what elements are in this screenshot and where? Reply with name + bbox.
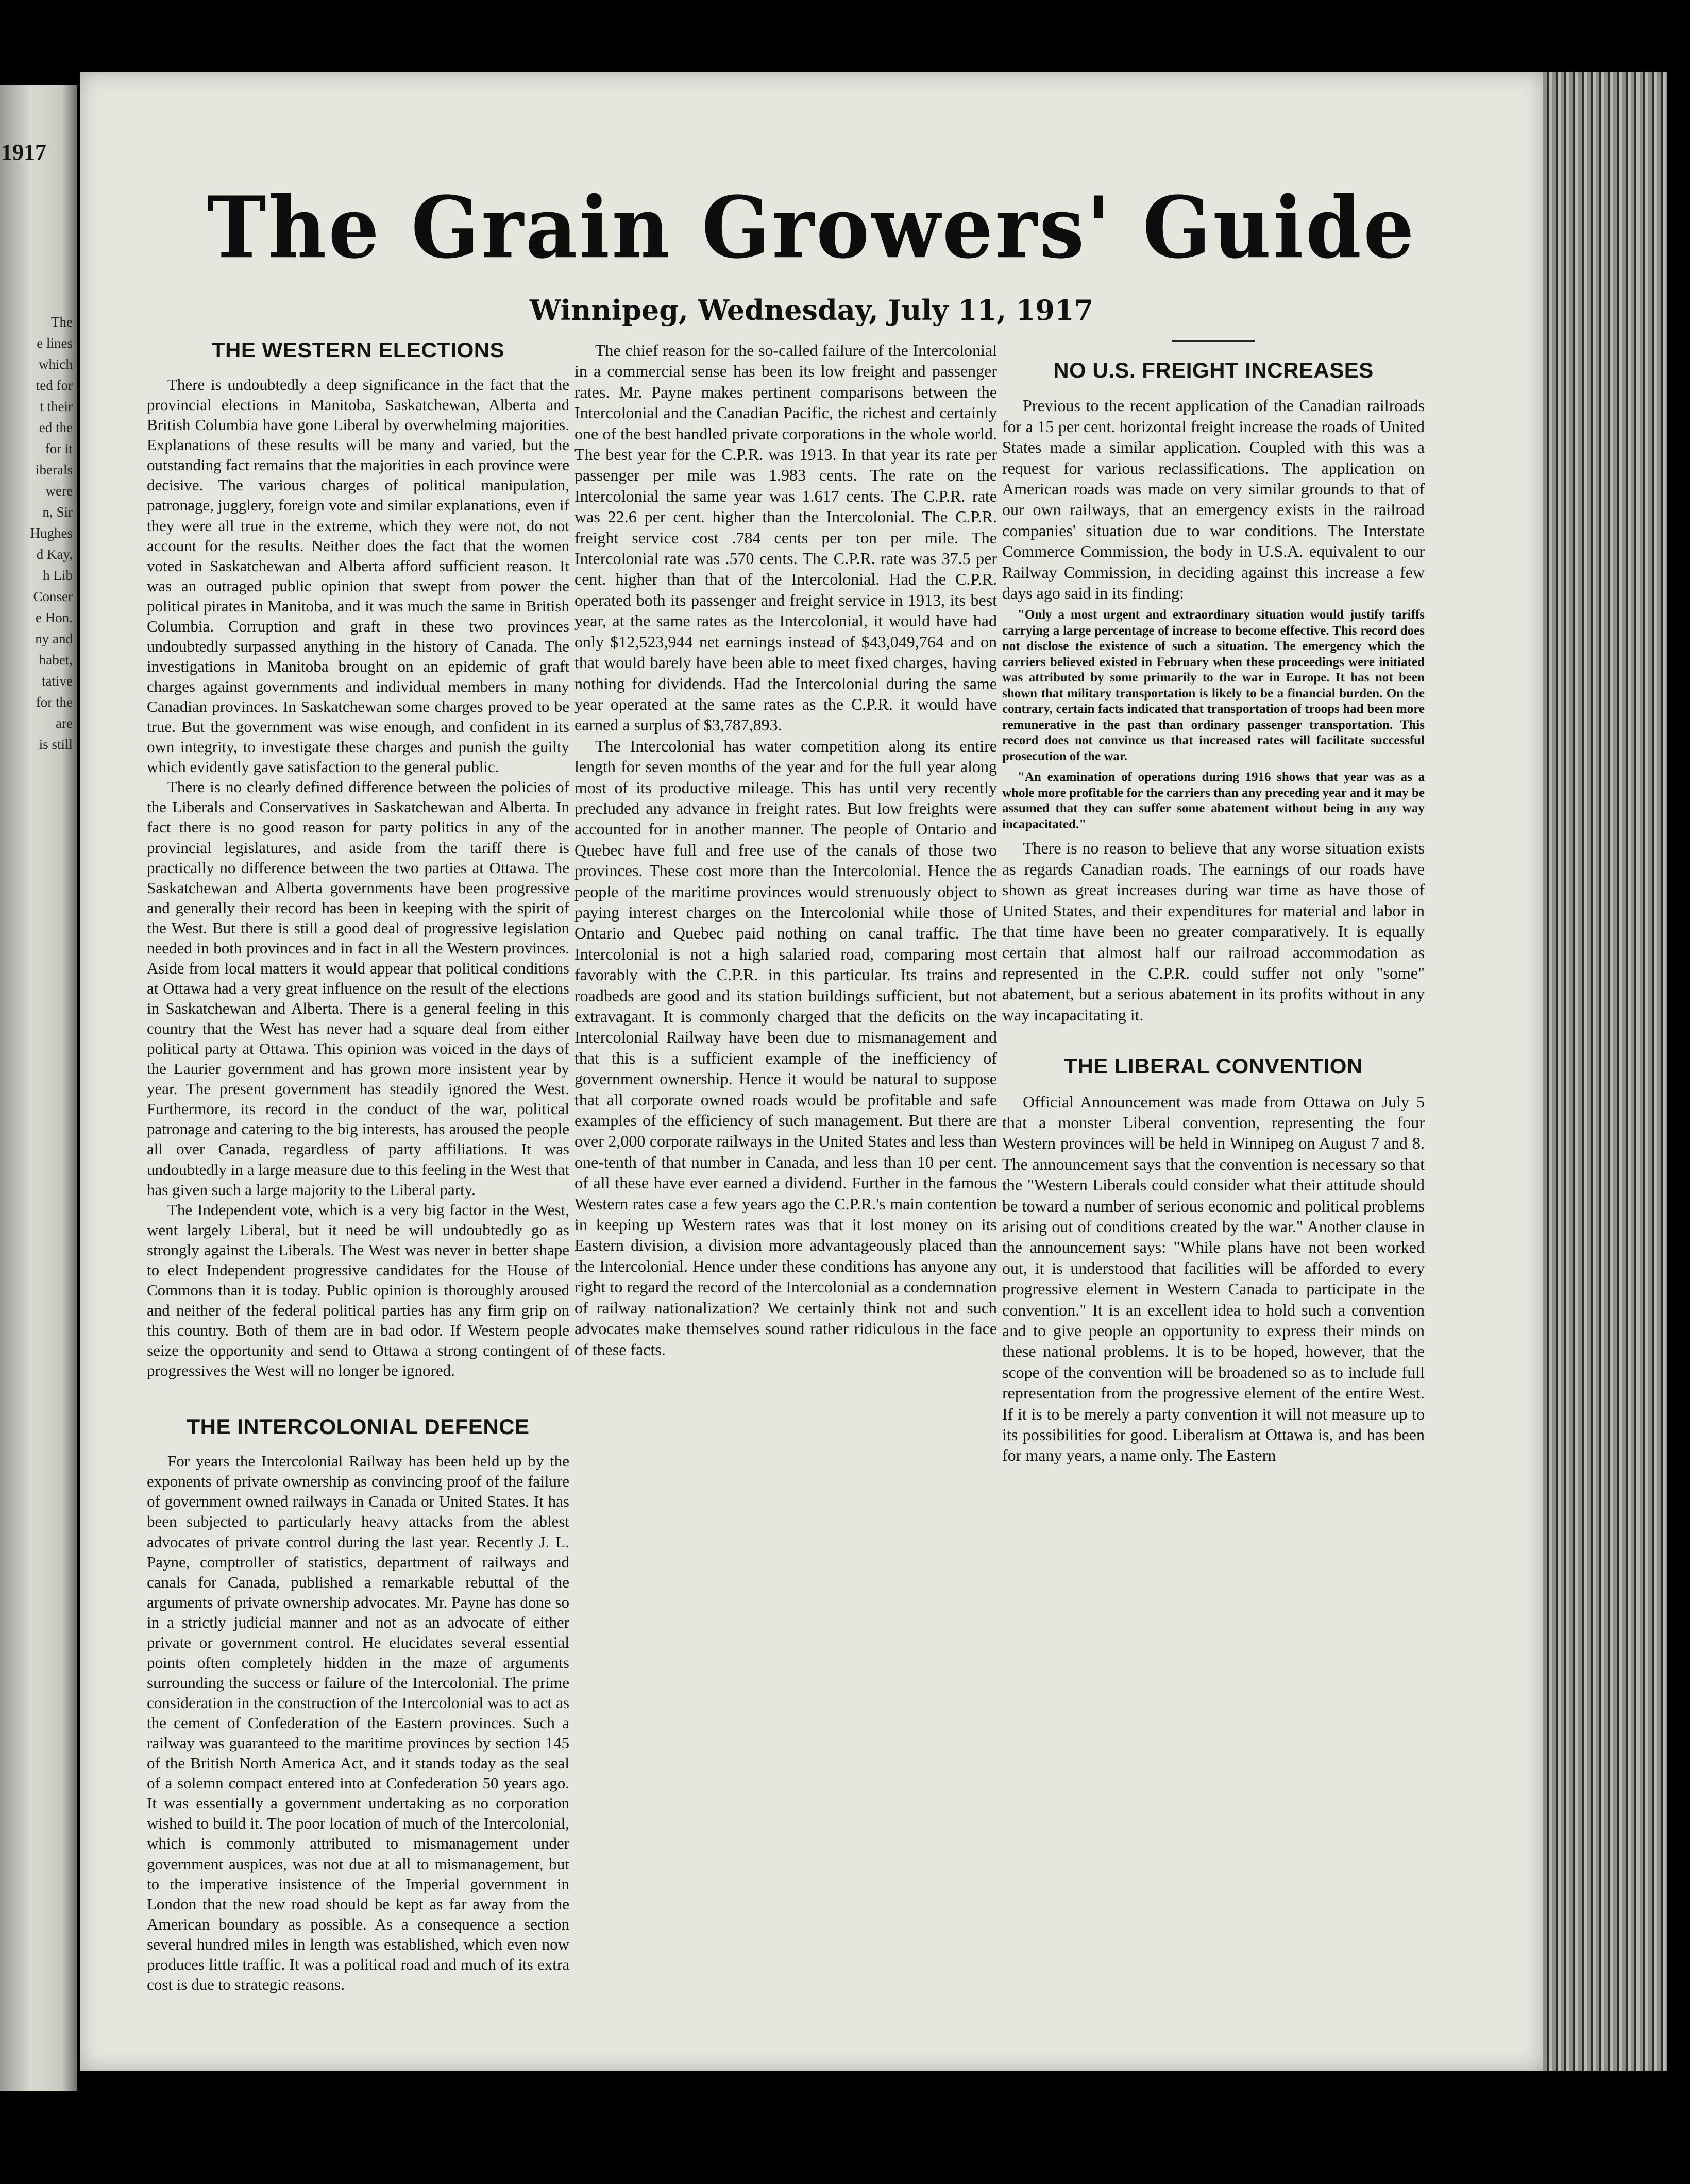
adjacent-page-fragment: t their xyxy=(40,399,73,414)
book-page-edges xyxy=(1543,72,1667,2071)
article-paragraph: The Independent vote, which is a very big factor in the West, went largely Liberal, but it need be will undoubtedly go as strongly against the Liberals. The West was never in better shape to elect Independent progressive candidates for the House of Commons than it is today. Public opinion is thoroughly aroused and neither of the federal political parties has any firm grip on this country. Both of them are in bad odor. If Western people seize the opportunity and send to Ottawa a strong contingent of progressives the West will no longer be ignored. xyxy=(147,1200,569,1380)
column-3 xyxy=(1002,340,1425,1466)
dateline: Winnipeg, Wednesday, July 11, 1917 xyxy=(529,294,1094,327)
adjacent-page-fragment: are xyxy=(56,715,73,731)
adjacent-page-fragment: were xyxy=(45,483,73,499)
adjacent-page-fragment: The xyxy=(51,314,73,330)
adjacent-page-fragment: e lines xyxy=(37,335,73,351)
article-paragraph: There is no clearly defined difference between the policies of the Liberals and Conservatives in Saskatchewan and Alberta. In fact there is no good reason for party politics in any of the provincial legislatures, and aside from the tariff there is practically no difference between the two parties at Ottawa. The Saskatchewan and Alberta governments have been progressive and generally their record has been in keeping with the spirit of the West. But there is still a good deal of progressive legislation needed in both provinces and in fact in all the Western provinces. Aside from local matters it would appear that political conditions at Ottawa had a very great influence on the result of the elections in Saskatchewan and Alberta. There is a general feeling in this country that the West has never had a square deal from either political party at Ottawa. This opinion was voiced in the days of the Laurier government and has grown more insistent year by year. The present government has steadily ignored the West. Furthermore, its record in the conduct of the war, political patronage and catering to the big interests, has aroused the people all over Canada, regardless of party affiliations. It was undoubtedly in a large measure due to this feeling in the West that has given such a large majority to the Liberal party. xyxy=(147,778,569,1199)
headline-liberal-convention: THE LIBERAL CONVENTION xyxy=(1064,1054,1363,1079)
adjacent-page-fragment: iberals xyxy=(36,462,73,477)
adjacent-page-year: 1917 xyxy=(1,140,46,165)
adjacent-page-fragment: tative xyxy=(42,673,73,689)
adjacent-page-fragment: n, Sir xyxy=(42,504,73,520)
block-quote: "Only a most urgent and extraordinary situation would justify tariffs carrying a large percentage of increase to become effective. This record does not disclose the existence of such a situation. The emergency which the carriers believed existed in February when these proceedings were initiated was attributed by some primarily to the war in Europe. It has not been shown that military transportation is likely to be a financial burden. On the contrary, certain facts indicated that transportation of troops had been more remunerative in the past than ordinary passenger transportation. This record does not convince us that increased rates will facilitate successful prosecution of the war. xyxy=(1002,608,1425,763)
adjacent-page-fragment: ny and xyxy=(35,631,73,646)
adjacent-page-fragment: for it xyxy=(45,441,73,456)
adjacent-page-fragment: which xyxy=(39,356,73,372)
adjacent-page-fragment: for the xyxy=(36,694,73,710)
adjacent-page-fragment: d Kay, xyxy=(36,547,73,562)
adjacent-page-fragment: h Lib xyxy=(43,568,73,583)
article-paragraph: The Intercolonial has water competition along its entire length for seven months of the year and for the full year along most of its productive mileage. This has until very recently precluded any advance in freight rates. But low freights were accounted for in another manner. The people of Ontario and Quebec have full and free use of the canals of those two provinces. These cost more than the Intercolonial. Hence the people of the maritime provinces would strenuously object to paying interest charges on the Intercolonial while those of Ontario and Quebec paid nothing on canal traffic. The Intercolonial is not a high salaried road, comparing most favorably with the C.P.R. in this particular. Its trains and roadbeds are good and its station buildings sufficient, but not extravagant. It is commonly charged that the deficits on the Intercolonial Railway have been due to mismanagement and that this is a sufficient example of the inefficiency of government ownership. Hence it would be natural to suppose that all corporate owned roads would be profitable and safe examples of the efficiency of such management. But there are over 2,000 corporate railways in the United States and less than one-tenth of that number in Canada, and less than 10 per cent. of all these have ever earned a dividend. Further in the famous Western rates case a few years ago the C.P.R.'s main contention in keeping up Western rates was that it lost money on its Eastern division, a division more advantageously placed than the Intercolonial. Hence under these conditions has anyone any right to regard the record of the Intercolonial as a condemnation of railway nationalization? We certainly think not and such advocates make themselves sound rather ridiculous in the face of these facts. xyxy=(574,736,997,1359)
column-2 xyxy=(574,340,997,1360)
headline-western-elections: THE WESTERN ELECTIONS xyxy=(211,338,505,362)
adjacent-page-fragment: ed the xyxy=(39,420,73,435)
headline-no-us-freight-increases: NO U.S. FREIGHT INCREASES xyxy=(1053,358,1374,382)
block-quote: "An examination of operations during 1916 shows that year was as a whole more profitable for the carriers than any preceding year and it may be assumed that they can suffer some abatement without being in any way incapacitated." xyxy=(1002,770,1425,831)
adjacent-page-strip xyxy=(0,85,77,2091)
adjacent-page-fragment: Conser xyxy=(33,589,73,604)
masthead-title: The Grain Growers' Guide xyxy=(207,177,1416,278)
article-paragraph: Previous to the recent application of the Canadian railroads for a 15 per cent. horizontal freight increase the roads of United States made a similar application. Coupled with this was a request for various reclassifications. The application on American roads was made on very similar grounds to that of our own railways, that an emergency exists in the railroad companies' situation due to war conditions. The Interstate Commerce Commission, the body in U.S.A. equivalent to our Railway Commission, in deciding against this increase a few days ago said in its finding: xyxy=(1002,396,1425,603)
adjacent-page-fragment: is still xyxy=(39,737,73,752)
adjacent-page-fragments xyxy=(3,312,73,755)
article-paragraph: There is undoubtedly a deep significance in the fact that the provincial elections in Manitoba, Saskatchewan, Alberta and British Columbia have gone Liberal by overwhelming majorities. Explanations of these results will be many and varied, but the outstanding fact remains that the majorities in each province were decisive. The various charges of political manipulation, patronage, jugglery, foreign vote and similar explanations, even if they were all true in the extreme, which they were not, do not account for the results. Neither does the fact that the women voted in Saskatchewan and Alberta afford sufficient reason. It was an outraged public opinion that swept from power the political pirates in Manitoba, and it was much the same in British Columbia. Corruption and graft in these two provinces undoubtedly surpassed anything in the history of Canada. The investigations in Manitoba brought on an epidemic of graft charges against governments and individual members in many Canadian provinces. In Saskatchewan some charges proved to be true. But the government was wise enough, and confident in its own integrity, to investigate these charges and punish the guilty which evidently gave satisfaction to the general public. xyxy=(147,376,569,776)
adjacent-page-fragment: ted for xyxy=(36,378,73,393)
adjacent-page-fragment: Hughes xyxy=(30,525,73,541)
newspaper-page xyxy=(80,72,1543,2071)
headline-intercolonial-defence: THE INTERCOLONIAL DEFENCE xyxy=(187,1414,530,1439)
article-paragraph: There is no reason to believe that any worse situation exists as regards Canadian roads. The earnings of our roads have shown as great increases during war time as have those of United States, and their expenditures for material and labor in that time have been no greater comparatively. It is equally certain that almost half our railroad accommodation as represented in the C.P.R. could suffer not only "some" abatement, but a serious abatement in its profits without in any way incapacitating it. xyxy=(1002,839,1425,1024)
article-paragraph: The chief reason for the so-called failure of the Intercolonial in a commercial sense has been its low freight and passenger rates. Mr. Payne makes pertinent comparisons between the Intercolonial and the Canadian Pacific, the richest and certainly one of the best handled private corporations in the whole world. The best year for the C.P.R. was 1913. In that year its rate per passenger per mile was 1.983 cents. The rate on the Intercolonial the same year was 1.617 cents. The C.P.R. rate was 22.6 per cent. higher than the Intercolonial. The C.P.R. freight service cost .784 cents per ton per mile. The Intercolonial rate was .570 cents. The C.P.R. rate was 37.5 per cent. higher than that of the Intercolonial. Had the C.P.R. operated both its passenger and freight service in 1913, its best year, at the same rates as the Intercolonial, it would have had only $12,523,944 net earnings instead of $43,049,764 and on that would barely have been able to meet fixed charges, having nothing for dividends. Had the Intercolonial during the same year operated at the same rates as the C.P.R. it would have earned a surplus of $3,787,893. xyxy=(574,341,997,735)
masthead xyxy=(80,177,1543,278)
article-paragraph: For years the Intercolonial Railway has been held up by the exponents of private ownership as convincing proof of the failure of government owned railways in Canada or United States. It has been subjected to particularly heavy attacks from the ablest advocates of private control during the last year. Recently J. L. Payne, comptroller of statistics, department of railways and canals for Canada, published a remarkable rebuttal of the arguments of private ownership advocates. Mr. Payne has done so in a strictly judicial manner and not as an advocate of either private or government control. He elucidates several essential points often completely hidden in the maze of arguments surrounding the success or failure of the Intercolonial. The prime consideration in the construction of the Intercolonial was to act as the cement of Confederation of the Eastern provinces. Such a railway was guaranteed to the maritime provinces by section 145 of the British North America Act, and it stands today as the seal of a solemn compact entered into at Confederation 50 years ago. It was essentially a government undertaking as no corporation wished to build it. The poor location of much of the Intercolonial, which is commonly attributed to mismanagement under government auspices, was not due at all to mismanagement, but to the imperative insistence of the Imperial government in London that the new road should be kept as far away from the American boundary as possible. As a consequence a section several hundred miles in length was established, which even now produces little traffic. It was a political road and much of its extra cost is due to strategic reasons. xyxy=(147,1452,569,1993)
column-1 xyxy=(147,340,569,1994)
adjacent-page-fragment: habet, xyxy=(39,652,73,668)
article-paragraph: Official Announcement was made from Ottawa on July 5 that a monster Liberal convention, representing the four Western provinces will be held in Winnipeg on August 7 and 8. The announcement says that the convention is necessary so that the "Western Liberals could consider what their attitude should be toward a number of serious economic and political problems arising out of conditions created by the war." Another clause in the announcement says: "While plans have not been worked out, it is understood that facilities will be afforded to every progressive element in Western Canada to participate in the convention." It is an excellent idea to hold such a convention and to give people an opportunity to express their minds on these national problems. It is to be hoped, however, that the scope of the convention will be broadened so as to include full representation from the progressive element of the entire West. If it is to be merely a party convention it will not measure up to its possibilities for good. Liberalism at Ottawa is, and has been for many years, a name only. The Eastern xyxy=(1002,1092,1425,1465)
section-rule xyxy=(1172,340,1255,342)
adjacent-page-fragment: e Hon. xyxy=(36,610,73,625)
